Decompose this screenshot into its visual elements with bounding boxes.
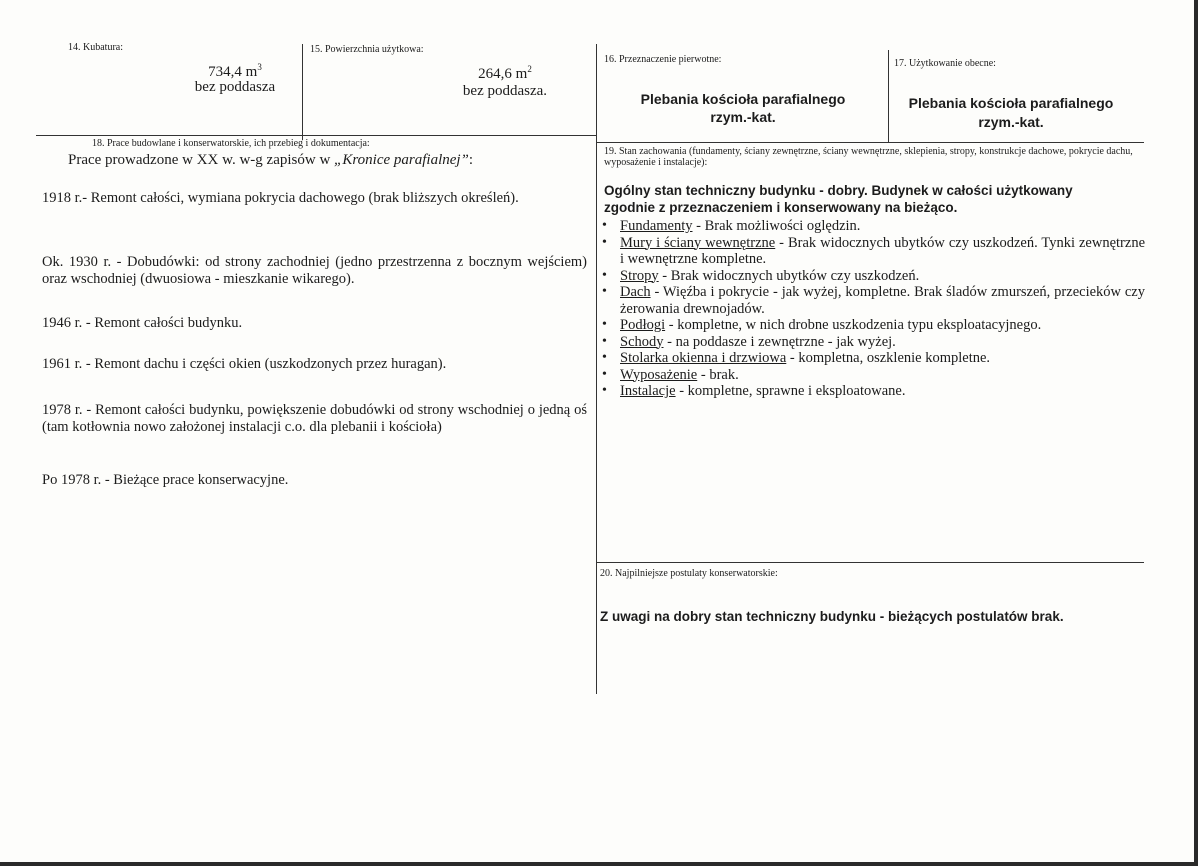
prace-entry-text: 1961 r. - Remont dachu i części okien (uszkodzonych przez huragan). (42, 356, 447, 372)
stan-item-podlogi (600, 317, 1145, 334)
stan-label: 19. Stan zachowania (fundamenty, ściany zewnętrzne, ściany wewnętrzne, sklepienia, stropy, konstrukcje dachowe, pokrycie dachu, wyposażenie i instalacje): (604, 146, 1133, 168)
uzytkowanie-line2: rzym.-kat. (978, 114, 1044, 130)
stan-text: - kompletne, sprawne i eksploatowane. (675, 383, 906, 399)
prace-entry-1930 (42, 254, 587, 288)
stan-item-dach (600, 284, 1145, 317)
powierzchnia-unit-exponent: 2 (527, 64, 532, 74)
prace-entry-text: Po 1978 r. - Bieżące prace konserwacyjne. (42, 472, 289, 488)
prace-entry-1946 (42, 315, 587, 332)
bullet-icon: • (602, 267, 607, 283)
uzytkowanie-label: 17. Użytkowanie obecne: (894, 58, 996, 69)
stan-text: - na poddasze i zewnętrzne - jak wyżej. (663, 333, 896, 350)
powierzchnia-value (440, 60, 570, 84)
stan-item-instalacje (600, 383, 1145, 400)
bullet-icon: • (602, 234, 607, 250)
bullet-icon: • (602, 383, 607, 398)
stan-text: - Brak widocznych ubytków czy uszkodzeń. Tynki zewnętrzne i wewnętrzne kompletne. (620, 234, 1146, 267)
postulaty-text: Z uwagi na dobry stan techniczny budynku - bieżących postulatów brak. (600, 609, 1064, 624)
kubatura-label: 14. Kubatura: (68, 42, 123, 53)
powierzchnia-note: bez poddasza. (462, 83, 548, 99)
prace-entry-text: Ok. 1930 r. - Dobudówki: od strony zachodniej (jedno przestrzenna z bocznym wejściem) oraz wschodniej (dwuosiowa - mieszkanie wikarego). (42, 254, 587, 287)
divider-top-row-right (596, 142, 1144, 143)
stan-term: Wyposażenie (620, 366, 698, 383)
stan-term: Stropy (620, 267, 659, 284)
postulaty-label: 20. Najpilniejsze postulaty konserwatorskie: (600, 568, 778, 579)
kubatura-note: bez poddasza (194, 79, 276, 95)
stan-item-mury (600, 235, 1145, 268)
stan-text: - brak. (697, 366, 739, 383)
przeznaczenie-line1: Plebania kościoła parafialnego (640, 91, 846, 107)
stan-term: Podłogi (620, 317, 666, 333)
bullet-icon: • (602, 218, 607, 233)
prace-entry-1961 (42, 356, 587, 373)
bullet-icon: • (602, 333, 607, 349)
uzytkowanie-line1: Plebania kościoła parafialnego (908, 95, 1114, 111)
stan-text: - Brak możliwości oględzin. (692, 218, 861, 234)
prace-entry-po-1978 (42, 472, 587, 489)
prace-label: 18. Prace budowlane i konserwatorskie, ich przebieg i dokumentacja: (92, 138, 370, 149)
divider-19-20 (596, 562, 1144, 563)
przeznaczenie-line2: rzym.-kat. (710, 109, 776, 125)
powierzchnia-label: 15. Powierzchnia użytkowa: (310, 44, 424, 55)
przeznaczenie-label: 16. Przeznaczenie pierwotne: (604, 54, 722, 65)
stan-term: Fundamenty (620, 218, 693, 234)
divider-top-row (36, 135, 596, 136)
stan-term: Mury i ściany wewnętrzne (620, 234, 776, 251)
bullet-icon: • (602, 350, 607, 365)
stan-text: - kompletne, w nich drobne uszkodzenia typu eksploatacyjnego. (665, 317, 1042, 333)
stan-item-stropy (600, 268, 1145, 285)
prace-intro-suffix: : (468, 152, 474, 168)
prace-intro (68, 152, 588, 169)
powierzchnia-number: 264,6 m (478, 66, 528, 82)
kubatura-number: 734,4 m (208, 64, 258, 80)
prace-entry-text: 1946 r. - Remont całości budynku. (42, 315, 243, 331)
stan-text: - Brak widocznych ubytków czy uszkodzeń. (658, 267, 920, 284)
stan-term: Dach (620, 284, 651, 300)
bullet-icon: • (602, 366, 607, 382)
stan-text: - Więźba i pokrycie - jak wyżej, kompletne. Brak śladów zmurszeń, przecieków czy żerowania drewnojadów. (620, 284, 1145, 317)
bullet-icon: • (602, 284, 607, 299)
stan-list (600, 218, 1145, 400)
stan-item-schody (600, 334, 1145, 351)
prace-entry-text: 1918 r.- Remont całości, wymiana pokrycia dachowego (brak bliższych określeń). (42, 190, 519, 206)
stan-summary: Ogólny stan techniczny budynku - dobry. Budynek w całości użytkowany zgodnie z przeznaczeniem i konserwowany na bieżąco. (604, 183, 1073, 215)
stan-item-wyposazenie (600, 367, 1145, 384)
bullet-icon: • (602, 317, 607, 332)
prace-entry-text: 1978 r. - Remont całości budynku, powiększenie dobudówki od strony wschodniej o jedną oś (tam kotłownia nowo założonej instalacji c.o. dla plebanii i kościoła) (42, 402, 587, 435)
stan-item-stolarka (600, 350, 1145, 367)
prace-entry-1918 (42, 190, 587, 207)
kubatura-unit-exponent: 3 (257, 62, 262, 72)
stan-term: Instalacje (620, 383, 676, 399)
stan-item-fundamenty (600, 218, 1145, 235)
stan-term: Schody (620, 333, 664, 350)
divider-14-15 (302, 44, 303, 140)
stan-term: Stolarka okienna i drzwiowa (620, 350, 787, 366)
prace-intro-prefix: Prace prowadzone w XX w. w-g zapisów w (68, 152, 335, 168)
prace-entry-1978 (42, 402, 587, 436)
stan-text: - kompletna, oszklenie kompletne. (786, 350, 991, 366)
prace-intro-title: „Kronice parafialnej” (334, 152, 469, 168)
